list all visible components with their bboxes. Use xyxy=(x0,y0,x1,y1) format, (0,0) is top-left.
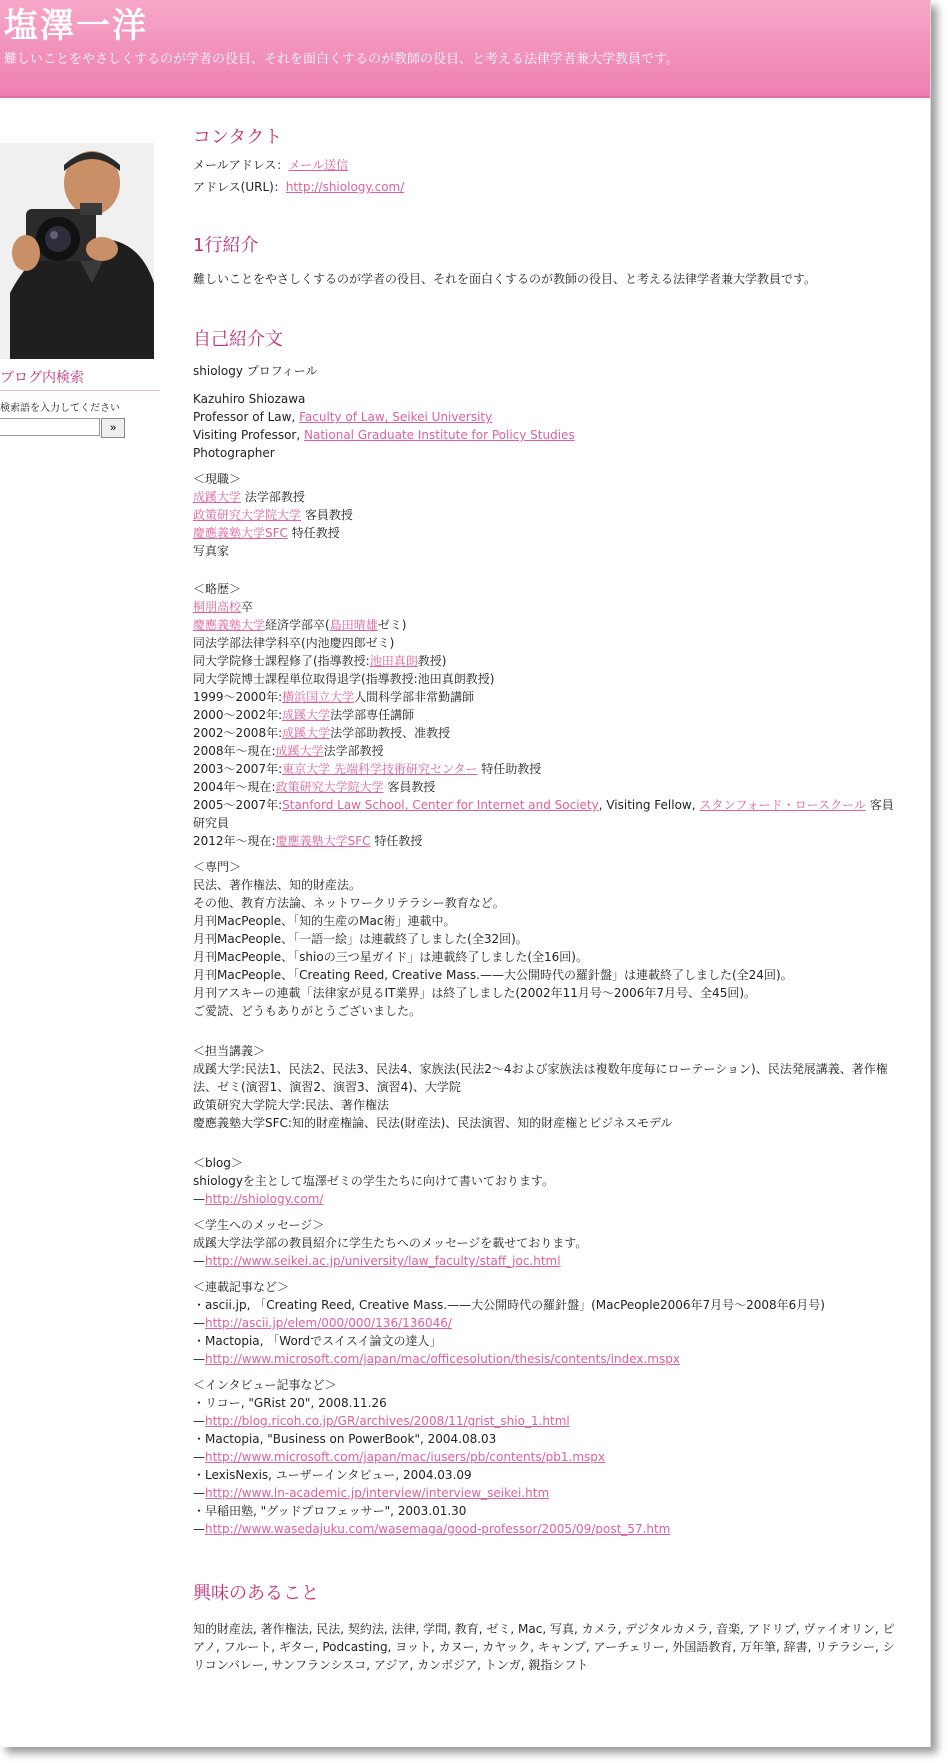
history-link[interactable]: 東京大学 先端科学技術研究センター xyxy=(282,762,478,776)
history-row xyxy=(193,760,905,778)
message-link-row xyxy=(193,1252,905,1270)
history-row xyxy=(193,598,905,616)
history-text: 経済学部卒( xyxy=(265,618,330,632)
history-text: 2008年〜現在: xyxy=(193,744,276,758)
courses-line: 慶應義塾大学SFC:知的財産権論、民法(財産法)、民法演習、知的財産権とビジネスモデル xyxy=(193,1116,673,1130)
profile-title-line: shiology プロフィール xyxy=(193,364,318,378)
interview-link-row xyxy=(193,1448,905,1466)
history-text: 2002〜2008年: xyxy=(193,726,283,740)
history-text: 卒 xyxy=(241,600,254,614)
history-link[interactable]: Stanford Law School, Center for Internet and Society xyxy=(282,798,599,812)
search-prompt: 検索語を入力してください xyxy=(0,403,120,414)
serial-link[interactable]: http://ascii.jp/elem/000/000/136/136046/ xyxy=(205,1316,452,1330)
interview-link[interactable]: http://blog.ricoh.co.jp/GR/archives/2008/11/grist_shio_1.html xyxy=(205,1414,570,1428)
current-row xyxy=(193,506,905,524)
history-text: 特任助教授 xyxy=(477,762,542,776)
dash: — xyxy=(193,1414,205,1428)
search-input[interactable] xyxy=(0,418,100,436)
dash: — xyxy=(193,1486,205,1500)
history-row xyxy=(193,652,905,670)
current-link-1[interactable]: 成蹊大学 xyxy=(193,490,242,504)
specialty-line: 月刊MacPeople、「Creating Reed, Creative Mass.——大公開時代の羅針盤」は連載終了しました(全24回)。 xyxy=(193,968,793,982)
history-link[interactable]: 成蹊大学 xyxy=(282,726,331,740)
history-row: 同法学部法律学科卒(内池慶四郎ゼミ) xyxy=(193,636,395,650)
interview-block xyxy=(193,1376,905,1538)
interview-link-row xyxy=(193,1484,905,1502)
interview-text: ・LexisNexis, ユーザーインタビュー, 2004.03.09 xyxy=(193,1468,472,1482)
history-link[interactable]: 桐朋高校 xyxy=(193,600,242,614)
serial-block xyxy=(193,1278,905,1368)
serial-text: ・ascii.jp, 「Creating Reed, Creative Mass.——大公開時代の羅針盤」(MacPeople2006年7月号〜2008年6月号) xyxy=(193,1298,825,1312)
serial-heading: ＜連載記事など＞ xyxy=(193,1280,290,1294)
history-text: 法学部教授 xyxy=(323,744,384,758)
current-text-2: 客員教授 xyxy=(301,508,353,522)
interview-link-row xyxy=(193,1412,905,1430)
site-title[interactable]: 塩澤一洋 xyxy=(4,6,148,46)
email-label: メールアドレス： xyxy=(193,158,289,172)
history-row xyxy=(193,778,905,796)
blog-block xyxy=(193,1154,905,1208)
current-last: 写真家 xyxy=(193,544,230,558)
current-link-2[interactable]: 政策研究大学院大学 xyxy=(193,508,302,522)
current-row xyxy=(193,488,905,506)
photographer-image xyxy=(0,143,154,359)
history-text: ゼミ) xyxy=(377,618,407,632)
history-row xyxy=(193,832,905,850)
courses-line: 政策研究大学院大学:民法、著作権法 xyxy=(193,1098,390,1112)
oneline-heading: 1行紹介 xyxy=(193,235,259,256)
blog-heading: ＜blog＞ xyxy=(193,1156,243,1170)
dash: — xyxy=(193,1522,205,1536)
dash: — xyxy=(193,1254,205,1268)
oneline-text: 難しいことをやさしくするのが学者の役目、それを面白くするのが教師の役目、と考える法律学者兼大学教員です。 xyxy=(193,272,817,286)
history-text: 客員研究員 xyxy=(193,798,894,830)
en-line2-prefix: Visiting Professor, xyxy=(193,428,304,442)
history-row xyxy=(193,742,905,760)
history-text: , Visiting Fellow, xyxy=(598,798,700,812)
history-text: 同大学院修士課程修了(指導教授: xyxy=(193,654,370,668)
courses-line: 成蹊大学:民法1、民法2、民法3、民法4、家族法(民法2〜4および家族法は複数年度毎にローテーション)、民法発展講義、著作権法、ゼミ(演習1、演習2、演習3、演習4)、大学院 xyxy=(193,1062,888,1094)
interview-link[interactable]: http://www.ln-academic.jp/interview/interview_seikei.htm xyxy=(205,1486,550,1500)
interview-link-row xyxy=(193,1520,905,1538)
serial-link-row xyxy=(193,1350,905,1368)
history-text: 2003〜2007年: xyxy=(193,762,283,776)
interview-link[interactable]: http://www.microsoft.com/japan/mac/iusers/pb/contents/pb1.mspx xyxy=(205,1450,606,1464)
dash: — xyxy=(193,1192,205,1206)
site-header xyxy=(0,0,930,98)
history-link[interactable]: 慶應義塾大学SFC xyxy=(275,834,371,848)
specialty-line: その他、教育方法論、ネットワークリテラシー教育など。 xyxy=(193,896,505,910)
profile-heading: 自己紹介文 xyxy=(193,329,283,350)
history-link[interactable]: 池田真朗 xyxy=(369,654,418,668)
history-link[interactable]: 成蹊大学 xyxy=(282,708,331,722)
profile-en-block xyxy=(193,390,905,462)
history-link[interactable]: 島田晴雄 xyxy=(329,618,378,632)
dash: — xyxy=(193,1352,205,1366)
current-text-3: 特任教授 xyxy=(287,526,340,540)
serial-text: ・Mactopia, 「Wordでスイスイ論文の達人」 xyxy=(193,1334,442,1348)
courses-heading: ＜担当講義＞ xyxy=(193,1044,266,1058)
dash: — xyxy=(193,1450,205,1464)
blog-link[interactable]: http://shiology.com/ xyxy=(205,1192,324,1206)
blog-search-heading: ブログ内検索 xyxy=(0,367,160,391)
interview-link[interactable]: http://www.wasedajuku.com/wasemaga/good-professor/2005/09/post_57.htm xyxy=(205,1522,671,1536)
dash: — xyxy=(193,1316,205,1330)
contact-heading: コンタクト xyxy=(193,127,283,148)
en-line3: Photographer xyxy=(193,446,275,460)
email-row xyxy=(193,156,905,174)
history-link[interactable]: 横浜国立大学 xyxy=(282,690,355,704)
history-text: 法学部専任講師 xyxy=(330,708,415,722)
history-text: 1999〜2000年: xyxy=(193,690,283,704)
history-heading: ＜略歴＞ xyxy=(193,582,242,596)
specialty-line: 民法、著作権法、知的財産法。 xyxy=(193,878,362,892)
specialty-heading: ＜専門＞ xyxy=(193,860,242,874)
history-text: 2005〜2007年: xyxy=(193,798,283,812)
serial-link-row xyxy=(193,1314,905,1332)
seikei-law-link[interactable]: Faculty of Law, Seikei University xyxy=(299,410,493,424)
history-text: 法学部助教授、准教授 xyxy=(330,726,451,740)
specialty-line: ご愛読、どうもありがとうございました。 xyxy=(193,1004,422,1018)
en-name: Kazuhiro Shiozawa xyxy=(193,392,306,406)
url-label: アドレス(URL)： xyxy=(193,180,286,194)
history-row xyxy=(193,796,905,832)
courses-block xyxy=(193,1042,905,1132)
history-text: 特任教授 xyxy=(370,834,423,848)
current-text-1: 法学部教授 xyxy=(241,490,305,504)
blog-link-row xyxy=(193,1190,905,1208)
interests-text: 知的財産法, 著作権法, 民法, 契約法, 法律, 学問, 教育, ゼミ, Mac, 写真, カメラ, デジタルカメラ, 音楽, アドリブ, ヴァイオリン, ピアノ, フルート, ギター, Podcasting, ヨット, カヌー, カヤック, キャンプ, アーチェリー, 外国語教育, 万年筆, 辞書, リテラシー, シリコンバレー, サンフランシスコ, アジア, カンボジア, トンガ, 親指シフト xyxy=(193,1622,895,1672)
message-link[interactable]: http://www.seikei.ac.jp/university/law_faculty/staff_joc.html xyxy=(205,1254,561,1268)
main-content xyxy=(193,126,905,1674)
message-block xyxy=(193,1216,905,1270)
history-row: 同大学院博士課程単位取得退学(指導教授:池田真朗教授) xyxy=(193,672,495,686)
message-text: 成蹊大学法学部の教員紹介に学生たちへのメッセージを載せております。 xyxy=(193,1236,588,1250)
history-text: 2012年〜現在: xyxy=(193,834,276,848)
current-heading: ＜現職＞ xyxy=(193,472,242,486)
history-link[interactable]: スタンフォード・ロースクール xyxy=(699,798,866,812)
history-link[interactable]: 政策研究大学院大学 xyxy=(275,780,384,794)
email-link[interactable]: メール送信 xyxy=(288,158,349,172)
site-description: 難しいことをやさしくするのが学者の役目、それを面白くするのが教師の役目、と考える法律学者兼大学教員です。 xyxy=(4,52,679,67)
current-link-3[interactable]: 慶應義塾大学SFC xyxy=(193,526,288,540)
serial-link[interactable]: http://www.microsoft.com/japan/mac/officesolution/thesis/contents/index.mspx xyxy=(205,1352,680,1366)
history-link[interactable]: 成蹊大学 xyxy=(275,744,324,758)
history-row xyxy=(193,706,905,724)
specialty-block xyxy=(193,858,905,1020)
profile-photo xyxy=(0,143,154,359)
history-block xyxy=(193,580,905,850)
history-row xyxy=(193,724,905,742)
interests-heading: 興味のあること xyxy=(193,1583,319,1604)
history-text: 客員教授 xyxy=(383,780,436,794)
current-block xyxy=(193,470,905,560)
en-line1-prefix: Professor of Law, xyxy=(193,410,300,424)
history-text: 2004年〜現在: xyxy=(193,780,276,794)
history-text: 人間科学部非常勤講師 xyxy=(354,690,475,704)
interview-text: ・Mactopia, "Business on PowerBook", 2004.08.03 xyxy=(193,1432,497,1446)
interview-heading: ＜インタビュー記事など＞ xyxy=(193,1378,337,1392)
history-row xyxy=(193,688,905,706)
interview-text: ・リコー, "GRist 20", 2008.11.26 xyxy=(193,1396,387,1410)
history-row xyxy=(193,616,905,634)
en-line1 xyxy=(193,408,905,426)
specialty-line: 月刊アスキーの連載「法律家が見るIT業界」は終了しました(2002年11月号〜2006年7月号、全45回)。 xyxy=(193,986,757,1000)
history-text: 教授) xyxy=(417,654,447,668)
grips-link[interactable]: National Graduate Institute for Policy Studies xyxy=(304,428,575,442)
history-text: 2000〜2002年: xyxy=(193,708,283,722)
current-row xyxy=(193,524,905,542)
url-link[interactable]: http://shiology.com/ xyxy=(285,180,405,194)
specialty-line: 月刊MacPeople、「知的生産のMac術」連載中。 xyxy=(193,914,456,928)
interview-text: ・早稲田塾, "グッドプロフェッサー", 2003.01.30 xyxy=(193,1504,467,1518)
message-heading: ＜学生へのメッセージ＞ xyxy=(193,1218,325,1232)
url-row xyxy=(193,178,905,196)
history-link[interactable]: 慶應義塾大学 xyxy=(193,618,266,632)
search-button[interactable]: » xyxy=(101,418,125,438)
specialty-line: 月刊MacPeople、「一語一絵」は連載終了しました(全32回)。 xyxy=(193,932,528,946)
blog-text: shiologyを主として塩澤ゼミの学生たちに向けて書いております。 xyxy=(193,1174,554,1188)
en-line2 xyxy=(193,426,905,444)
specialty-line: 月刊MacPeople、「shioの三つ星ガイド」は連載終了しました(全16回)。 xyxy=(193,950,588,964)
